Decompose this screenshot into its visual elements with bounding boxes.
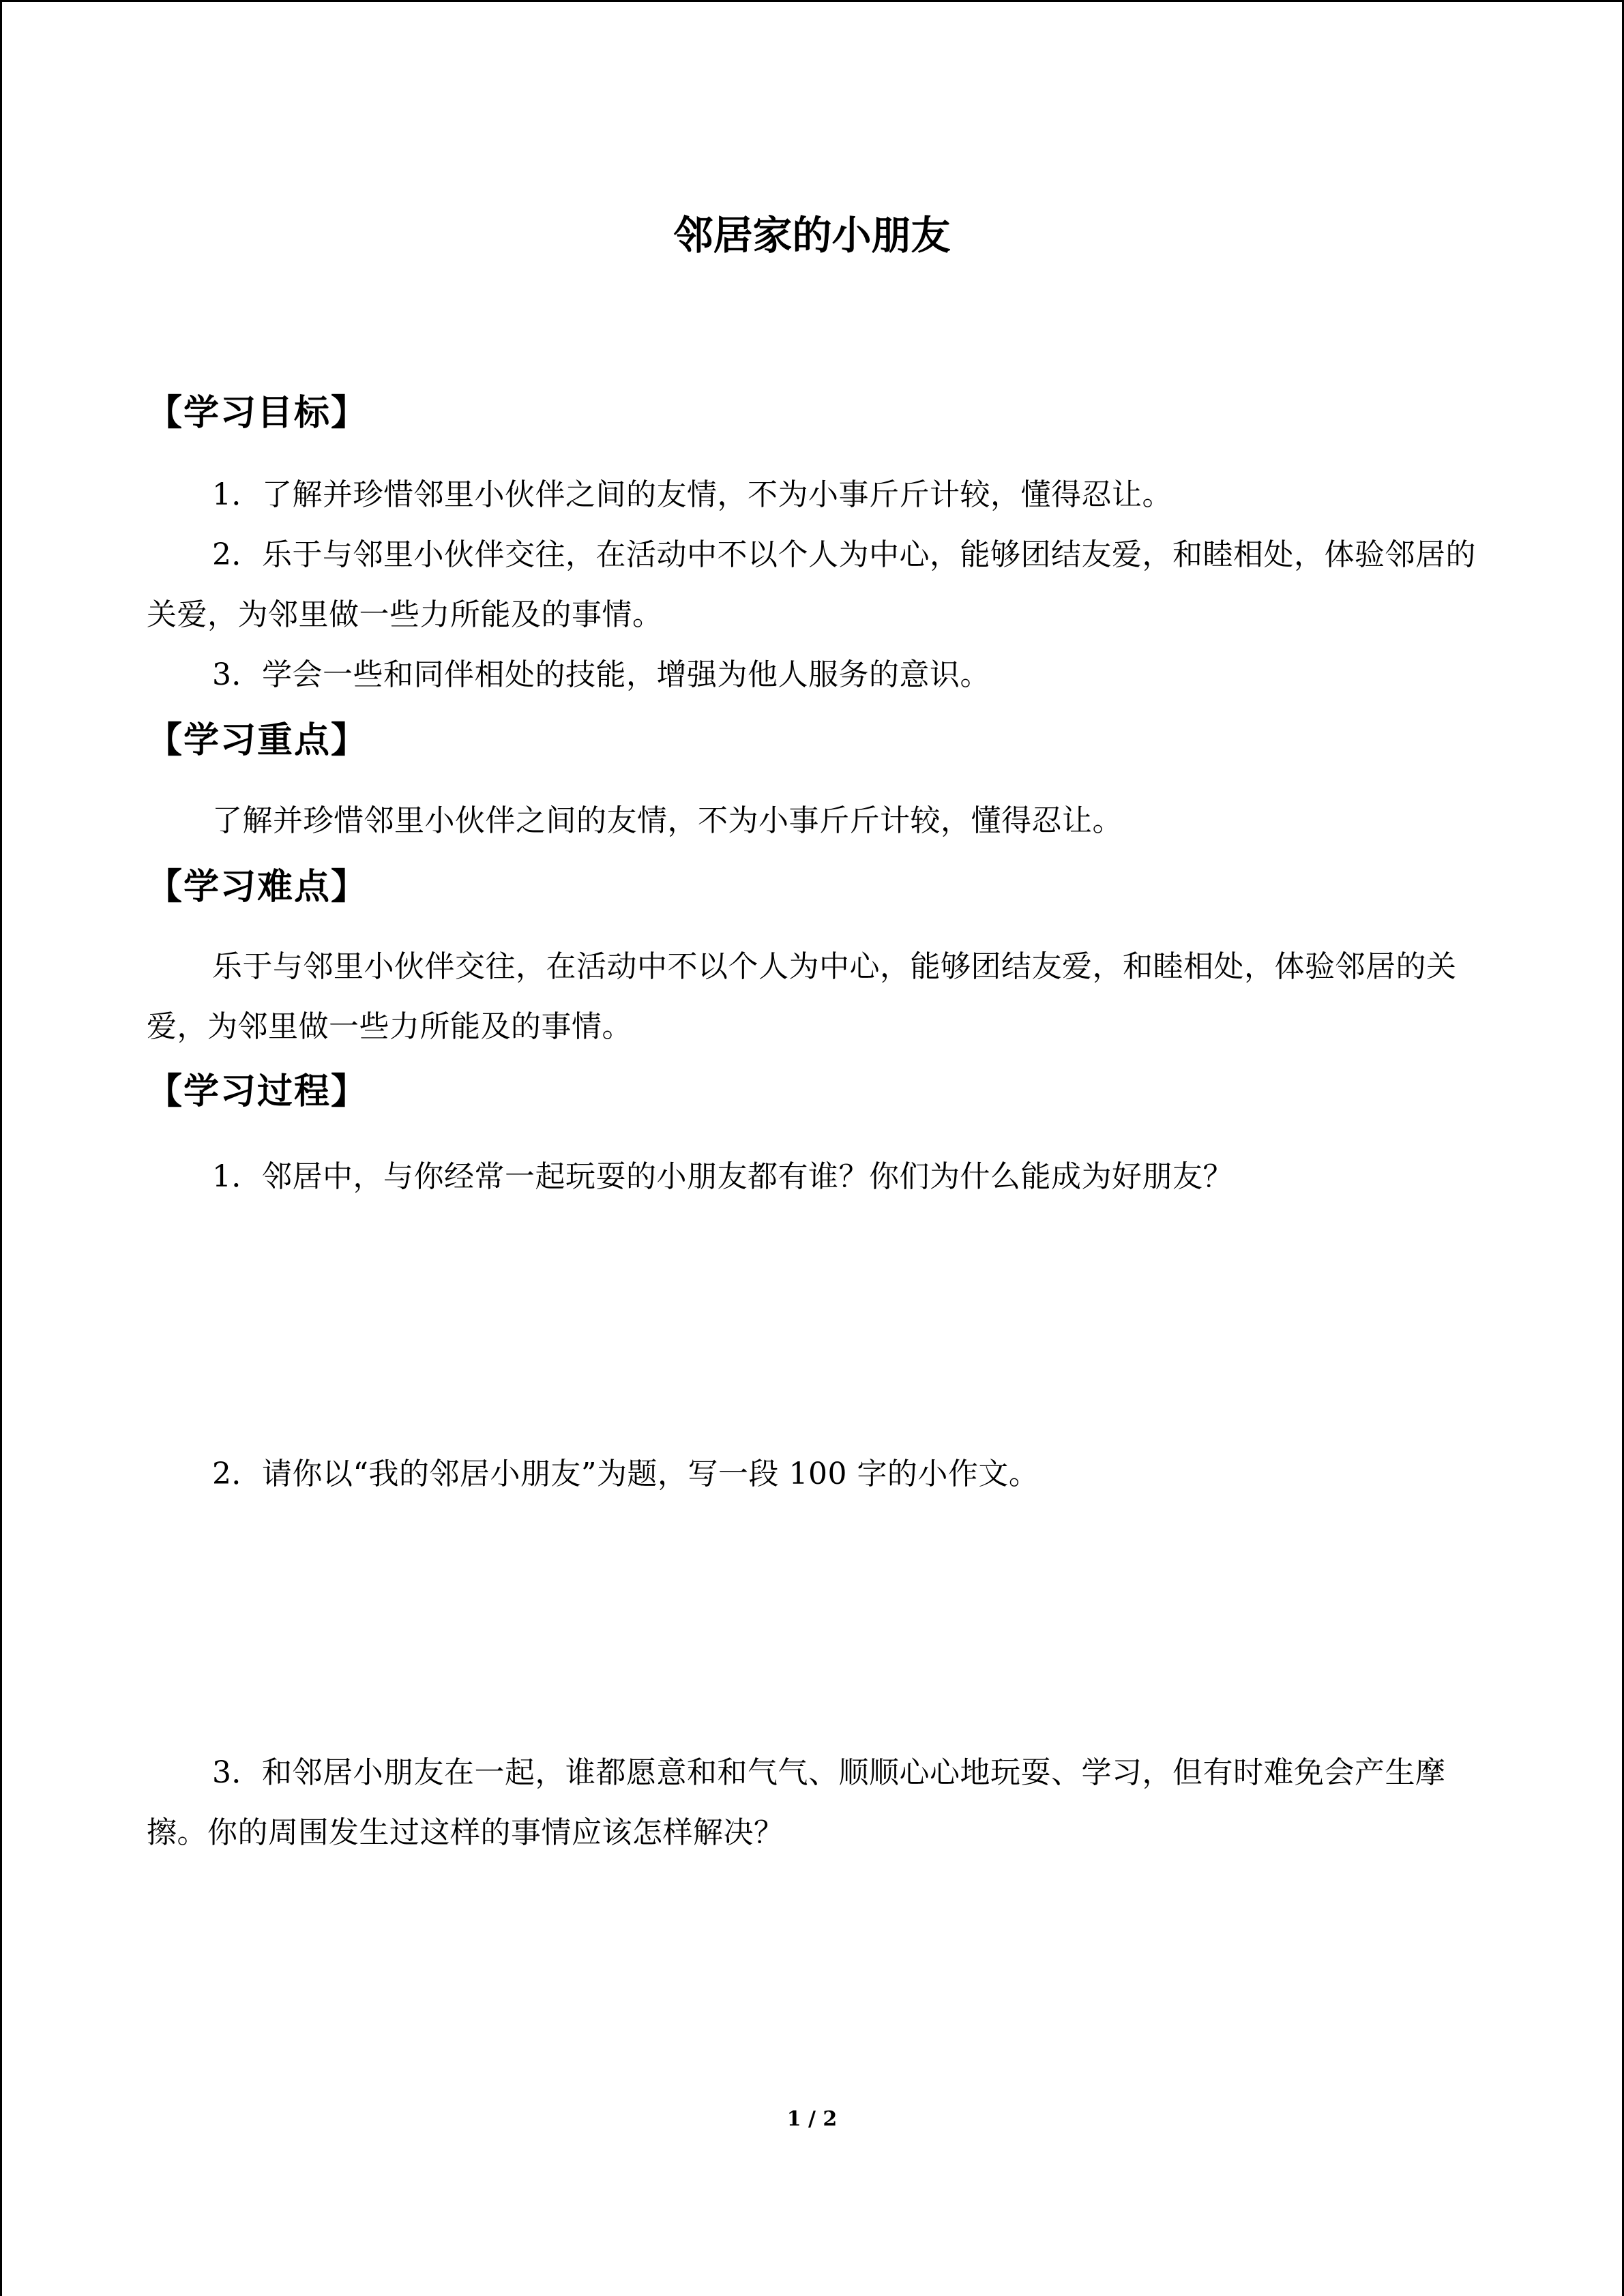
section-heading-goals: 【学习目标】	[147, 393, 368, 434]
section-heading-key-points: 【学习重点】	[147, 720, 368, 761]
section-heading-process: 【学习过程】	[147, 1071, 368, 1112]
page-number: 1 / 2	[786, 2107, 838, 2131]
process-question-2: 2．请你以“我的邻居小朋友”为题，写一段 100 字的小作文。	[212, 1457, 1039, 1491]
document-title: 邻居家的小朋友	[673, 212, 951, 258]
goal-item-2: 2．乐于与邻里小伙伴交往，在活动中不以个人为中心，能够团结友爱，和睦相处，体验邻居的关爱，为邻里做一些力所能及的事情。	[147, 537, 1476, 632]
process-question-3: 3．和邻居小朋友在一起，谁都愿意和和气气、顺顺心心地玩耍、学习，但有时难免会产生摩擦。你的周围发生过这样的事情应该怎样解决？	[147, 1755, 1446, 1850]
section-heading-difficulties: 【学习难点】	[147, 867, 368, 908]
difficulties-text: 乐于与邻里小伙伴交往，在活动中不以个人为中心，能够团结友爱，和睦相处，体验邻居的关爱，为邻里做一些力所能及的事情。	[147, 949, 1457, 1044]
goal-item-1: 1．了解并珍惜邻里小伙伴之间的友情，不为小事斤斤计较，懂得忍让。	[212, 477, 1172, 512]
key-points-text: 了解并珍惜邻里小伙伴之间的友情，不为小事斤斤计较，懂得忍让。	[212, 803, 1123, 838]
process-question-1: 1．邻居中，与你经常一起玩耍的小朋友都有谁？你们为什么能成为好朋友？	[212, 1159, 1233, 1194]
goal-item-3: 3．学会一些和同伴相处的技能，增强为他人服务的意识。	[212, 657, 990, 692]
